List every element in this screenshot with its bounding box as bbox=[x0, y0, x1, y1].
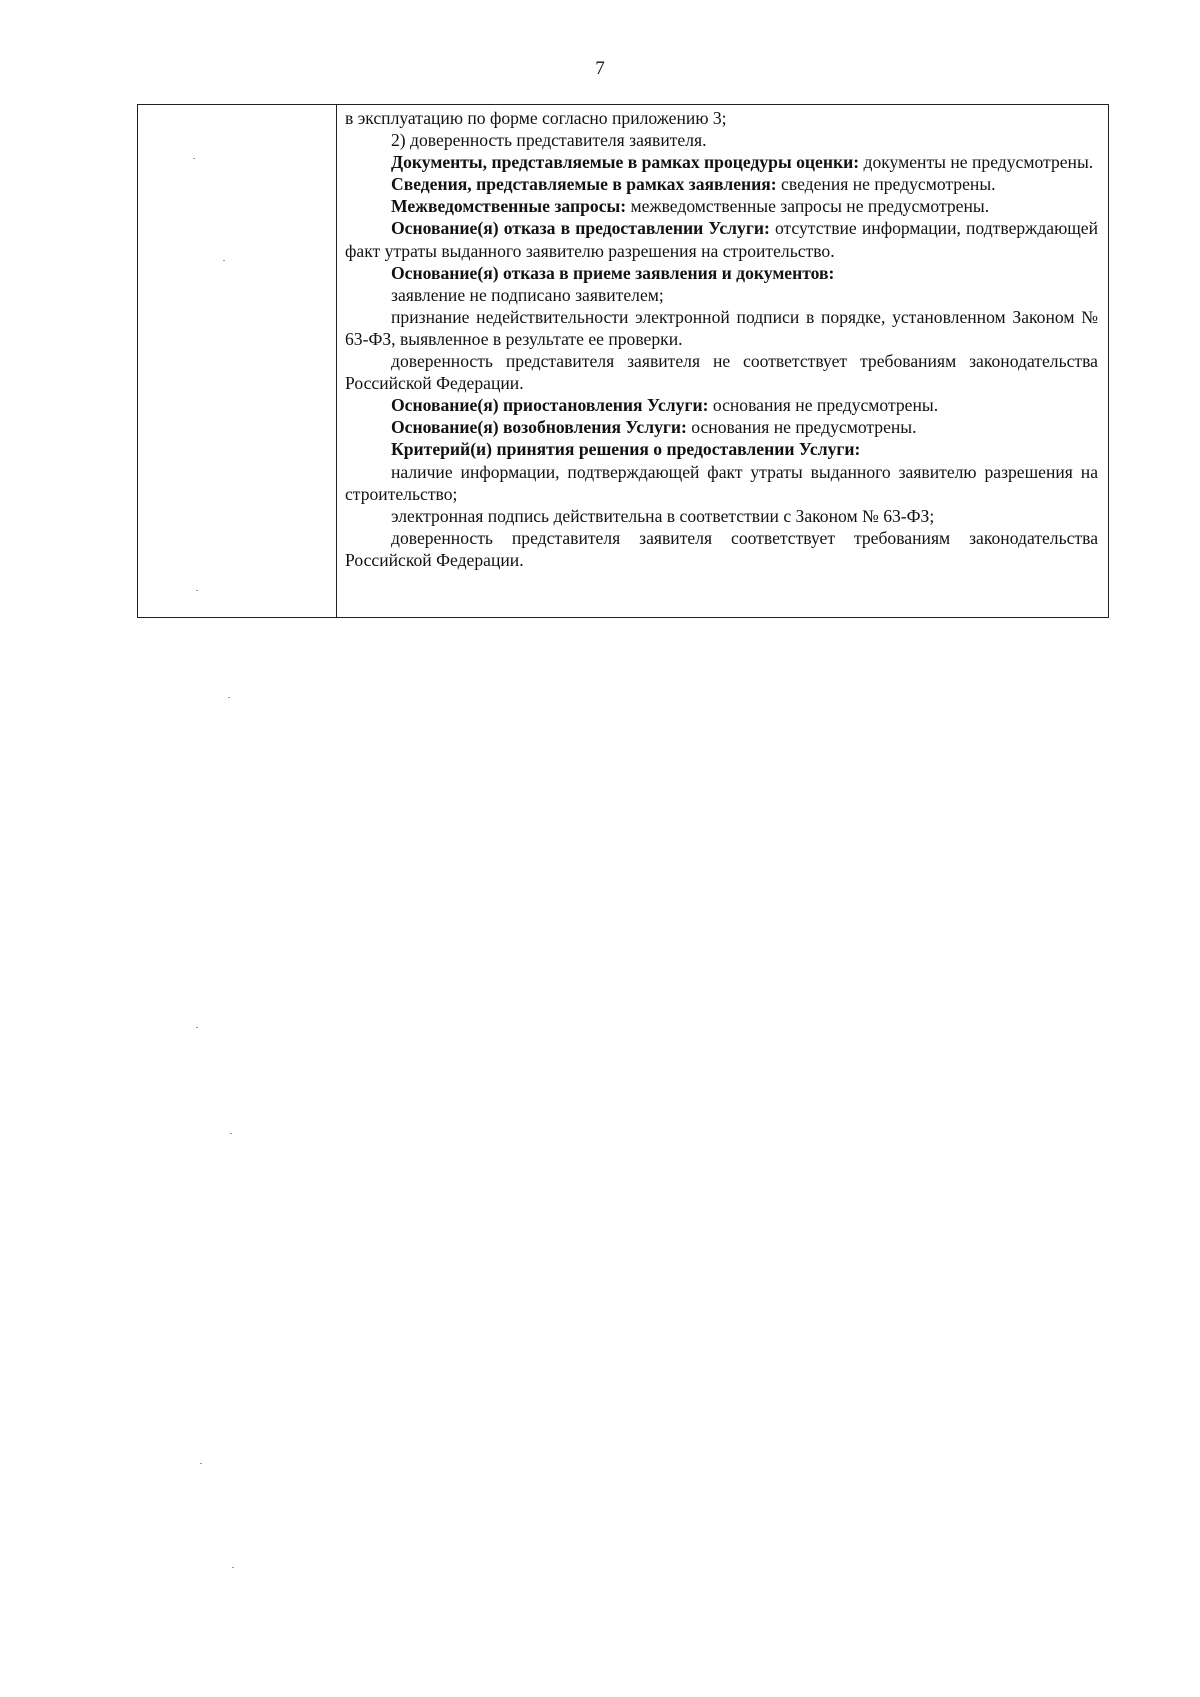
assessment-docs-paragraph bbox=[345, 151, 1098, 173]
page-number: 7 bbox=[595, 58, 605, 79]
decision-criterion-item: электронная подпись действительна в соответствии с Законом № 63-ФЗ; bbox=[391, 505, 935, 526]
decision-criterion-item: доверенность представителя заявителя соответствует требованиям законодательства Российской Федерации. bbox=[345, 527, 1098, 570]
decision-criteria-heading: Критерий(и) принятия решения о предоставлении Услуги: bbox=[391, 439, 861, 460]
interagency-requests-paragraph bbox=[345, 195, 1098, 217]
refusal-grounds-text: отсутствие информации, подтверждающей факт утраты выданного заявителю разрешения на строительство. bbox=[345, 218, 1099, 261]
resumption-grounds-paragraph bbox=[345, 416, 1098, 438]
resumption-grounds-text: основания не предусмотрены. bbox=[686, 417, 917, 438]
decision-criterion-item: наличие информации, подтверждающей факт утраты выданного заявителю разрешения на строительство; bbox=[345, 461, 1098, 504]
table-left-cell bbox=[138, 105, 337, 617]
scan-speck bbox=[230, 1133, 232, 1134]
assessment-docs-text: документы не предусмотрены. bbox=[859, 152, 1094, 173]
refusal-grounds-paragraph bbox=[345, 217, 1098, 261]
rejection-ground-item: признание недействительности электронной подписи в порядке, установленном Законом № 63-ФЗ, выявленное в результате ее проверки. bbox=[345, 306, 1098, 349]
document-table bbox=[137, 104, 1109, 618]
application-info-text: сведения не предусмотрены. bbox=[776, 174, 996, 195]
scan-speck bbox=[193, 158, 195, 159]
scan-speck bbox=[223, 260, 225, 261]
rejection-grounds-heading: Основание(я) отказа в приеме заявления и документов: bbox=[391, 262, 835, 283]
scan-speck bbox=[196, 590, 198, 591]
suspension-grounds-label: Основание(я) приостановления Услуги: bbox=[391, 395, 709, 416]
resumption-grounds-label: Основание(я) возобновления Услуги: bbox=[391, 417, 687, 438]
scan-speck bbox=[232, 1567, 234, 1568]
scan-speck bbox=[200, 1463, 202, 1464]
list-item: 2) доверенность представителя заявителя. bbox=[391, 130, 707, 151]
rejection-ground-item: доверенность представителя заявителя не соответствует требованиям законодательства Российской Федерации. bbox=[345, 351, 1098, 394]
interagency-requests-label: Межведомственные запросы: bbox=[391, 196, 627, 217]
refusal-grounds-label: Основание(я) отказа в предоставлении Услуги: bbox=[391, 218, 770, 239]
suspension-grounds-paragraph bbox=[345, 394, 1098, 416]
scan-speck bbox=[228, 697, 230, 698]
suspension-grounds-text: основания не предусмотрены. bbox=[708, 395, 939, 416]
text-line: в эксплуатацию по форме согласно приложению 3; bbox=[345, 108, 727, 128]
application-info-paragraph bbox=[345, 173, 1098, 195]
application-info-label: Сведения, представляемые в рамках заявления: bbox=[391, 174, 777, 195]
scan-speck bbox=[196, 1027, 198, 1028]
interagency-requests-text: межведомственные запросы не предусмотрены. bbox=[626, 196, 990, 217]
rejection-ground-item: заявление не подписано заявителем; bbox=[391, 284, 664, 305]
assessment-docs-label: Документы, представляемые в рамках процедуры оценки: bbox=[391, 152, 860, 173]
table-right-cell bbox=[337, 105, 1108, 617]
